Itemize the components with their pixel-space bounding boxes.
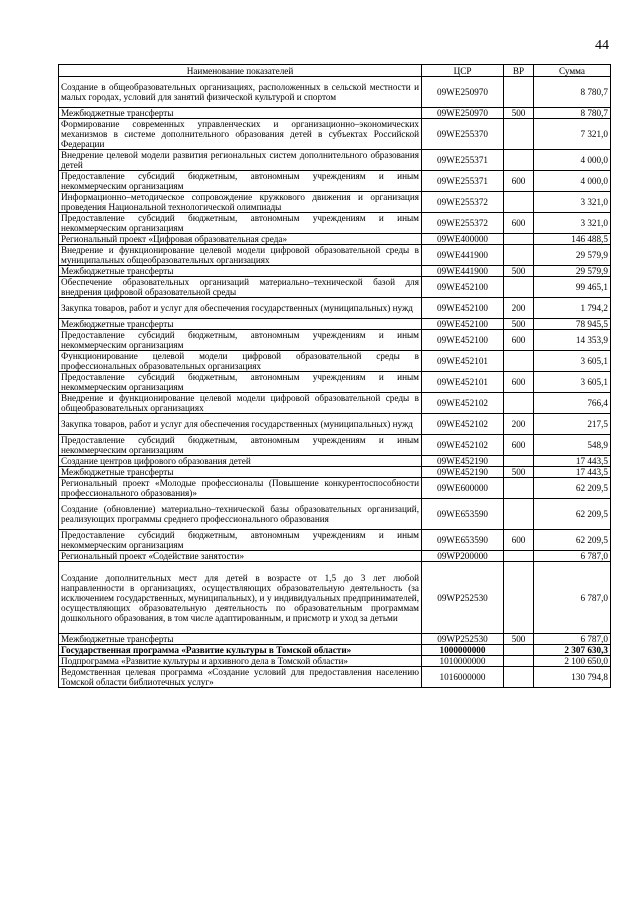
cell-code: 09WE255372 [422, 192, 504, 213]
cell-name: Региональный проект «Цифровая образовательная среда» [59, 234, 422, 245]
cell-name: Предоставление субсидий бюджетным, автономным учреждениям и иным некоммерческим организациям [59, 330, 422, 351]
table-row [59, 351, 611, 372]
cell-vr [504, 351, 534, 372]
cell-sum: 2 100 650,0 [534, 656, 611, 667]
cell-sum: 3 605,1 [534, 351, 611, 372]
cell-name: Закупка товаров, работ и услуг для обеспечения государственных (муниципальных) нужд [59, 298, 422, 319]
cell-code: 09WE441900 [422, 245, 504, 266]
cell-name: Межбюджетные трансферты [59, 467, 422, 478]
cell-code: 09WE600000 [422, 478, 504, 499]
cell-sum: 14 353,9 [534, 330, 611, 351]
cell-code: 09WP252530 [422, 562, 504, 634]
cell-name: Предоставление субсидий бюджетным, автономным учреждениям и иным некоммерческим организациям [59, 372, 422, 393]
cell-sum: 29 579,9 [534, 266, 611, 277]
cell-sum: 62 209,5 [534, 478, 611, 499]
cell-name: Межбюджетные трансферты [59, 108, 422, 119]
cell-sum: 3 321,0 [534, 192, 611, 213]
cell-sum: 4 000,0 [534, 150, 611, 171]
cell-vr [504, 245, 534, 266]
cell-sum: 146 488,5 [534, 234, 611, 245]
cell-vr: 600 [504, 372, 534, 393]
table-row [59, 213, 611, 234]
cell-name: Государственная программа «Развитие культуры в Томской области» [59, 645, 422, 656]
cell-vr [504, 192, 534, 213]
table-row [59, 319, 611, 330]
table-row [59, 478, 611, 499]
cell-name: Внедрение целевой модели развития региональных систем дополнительного образования детей [59, 150, 422, 171]
cell-vr: 600 [504, 171, 534, 192]
cell-code: 09WE452190 [422, 456, 504, 467]
page-number: 44 [595, 38, 609, 53]
cell-sum: 217,5 [534, 414, 611, 435]
table-row [59, 171, 611, 192]
cell-name: Создание в общеобразовательных организациях, расположенных в сельской местности и малых городах, условий для занятий физической культурой и спортом [59, 77, 422, 108]
cell-vr [504, 667, 534, 688]
cell-code: 09WE441900 [422, 266, 504, 277]
cell-name: Региональный проект «Содействие занятости» [59, 551, 422, 562]
cell-sum: 8 780,7 [534, 77, 611, 108]
cell-vr: 500 [504, 108, 534, 119]
cell-vr [504, 656, 534, 667]
cell-vr [504, 645, 534, 656]
cell-vr: 600 [504, 330, 534, 351]
table-row [59, 108, 611, 119]
cell-code: 09WE452102 [422, 414, 504, 435]
table-row [59, 330, 611, 351]
table-row [59, 266, 611, 277]
cell-sum: 7 321,0 [534, 119, 611, 150]
cell-name: Предоставление субсидий бюджетным, автономным учреждениям и иным некоммерческим организациям [59, 171, 422, 192]
cell-vr: 600 [504, 530, 534, 551]
table-row [59, 298, 611, 319]
header-name: Наименование показателей [59, 65, 422, 77]
header-vr: ВР [504, 65, 534, 77]
header-sum: Сумма [534, 65, 611, 77]
cell-sum: 4 000,0 [534, 171, 611, 192]
cell-code: 09WE653590 [422, 530, 504, 551]
table-row [59, 499, 611, 530]
cell-sum: 99 465,1 [534, 277, 611, 298]
cell-vr [504, 478, 534, 499]
cell-code: 09WE255372 [422, 213, 504, 234]
table-row [59, 192, 611, 213]
cell-code: 09WE452100 [422, 298, 504, 319]
cell-name: Формирование современных управленческих и организационно–экономических механизмов в системе дополнительного образования детей в субъектах Российской Федерации [59, 119, 422, 150]
table-row [59, 119, 611, 150]
cell-vr [504, 499, 534, 530]
cell-code: 09WE452100 [422, 330, 504, 351]
cell-name: Создание дополнительных мест для детей в возрасте от 1,5 до 3 лет любой направленности в организациях, осуществляющих образовательную деятельность (за исключением государственных, муниципальных), и у индивидуальных предпринимателей, осуществляющих образовательную деятельность по образовательным программам дошкольного образования, в том числе адаптированным, и присмотр и уход за детьми [59, 562, 422, 634]
cell-sum: 6 787,0 [534, 562, 611, 634]
cell-code: 09WP200000 [422, 551, 504, 562]
cell-vr [504, 77, 534, 108]
cell-code: 09WE255370 [422, 119, 504, 150]
cell-code: 09WE255371 [422, 150, 504, 171]
cell-code: 09WE250970 [422, 77, 504, 108]
table-row [59, 667, 611, 688]
cell-code: 09WE452102 [422, 393, 504, 414]
budget-table [58, 64, 611, 688]
cell-name: Ведомственная целевая программа «Создание условий для предоставления населению Томской области библиотечных услуг» [59, 667, 422, 688]
cell-vr [504, 393, 534, 414]
table-header-row [59, 65, 611, 77]
table-row [59, 634, 611, 645]
cell-code: 1016000000 [422, 667, 504, 688]
cell-sum: 62 209,5 [534, 530, 611, 551]
cell-vr [504, 119, 534, 150]
cell-vr [504, 562, 534, 634]
table-row [59, 562, 611, 634]
table-row [59, 234, 611, 245]
cell-sum: 29 579,9 [534, 245, 611, 266]
cell-sum: 6 787,0 [534, 551, 611, 562]
cell-sum: 130 794,8 [534, 667, 611, 688]
table-row [59, 414, 611, 435]
cell-vr: 500 [504, 319, 534, 330]
cell-sum: 2 307 630,3 [534, 645, 611, 656]
table-row [59, 551, 611, 562]
table-row [59, 467, 611, 478]
cell-code: 09WE452190 [422, 467, 504, 478]
cell-code: 09WE452101 [422, 372, 504, 393]
cell-name: Межбюджетные трансферты [59, 634, 422, 645]
cell-name: Обеспечение образовательных организаций материально–технической базой для внедрения цифровой образовательной среды [59, 277, 422, 298]
cell-code: 09WE250970 [422, 108, 504, 119]
cell-code: 1010000000 [422, 656, 504, 667]
cell-name: Информационно–методическое сопровождение кружкового движения и организация проведения Национальной технологической олимпиады [59, 192, 422, 213]
cell-name: Создание (обновление) материально–технической базы образовательных организаций, реализующих программы среднего профессионального образования [59, 499, 422, 530]
table-row [59, 435, 611, 456]
cell-vr [504, 150, 534, 171]
cell-name: Межбюджетные трансферты [59, 266, 422, 277]
cell-vr: 500 [504, 467, 534, 478]
cell-vr [504, 234, 534, 245]
cell-code: 09WE255371 [422, 171, 504, 192]
cell-sum: 17 443,5 [534, 467, 611, 478]
cell-code: 1000000000 [422, 645, 504, 656]
table-row [59, 393, 611, 414]
cell-code: 09WE653590 [422, 499, 504, 530]
cell-vr: 500 [504, 266, 534, 277]
table-body [59, 77, 611, 688]
cell-vr: 600 [504, 213, 534, 234]
cell-name: Региональный проект «Молодые профессионалы (Повышение конкурентоспособности профессионального образования)» [59, 478, 422, 499]
table-row [59, 656, 611, 667]
table-row [59, 150, 611, 171]
cell-name: Внедрение и функционирование целевой модели цифровой образовательной среды в муниципальных общеобразовательных организациях [59, 245, 422, 266]
cell-sum: 766,4 [534, 393, 611, 414]
table-row [59, 530, 611, 551]
cell-name: Предоставление субсидий бюджетным, автономным учреждениям и иным некоммерческим организациям [59, 435, 422, 456]
cell-vr: 200 [504, 414, 534, 435]
cell-vr: 500 [504, 634, 534, 645]
cell-name: Внедрение и функционирование целевой модели цифровой образовательной среды в общеобразовательных организациях [59, 393, 422, 414]
table-row [59, 277, 611, 298]
table-row [59, 245, 611, 266]
table-row [59, 372, 611, 393]
cell-sum: 3 321,0 [534, 213, 611, 234]
table-row [59, 645, 611, 656]
cell-code: 09WP252530 [422, 634, 504, 645]
cell-name: Функционирование целевой модели цифровой образовательной среды в профессиональных образовательных организациях [59, 351, 422, 372]
cell-vr [504, 277, 534, 298]
cell-sum: 1 794,2 [534, 298, 611, 319]
cell-name: Межбюджетные трансферты [59, 319, 422, 330]
cell-vr: 600 [504, 435, 534, 456]
cell-code: 09WE452102 [422, 435, 504, 456]
cell-name: Предоставление субсидий бюджетным, автономным учреждениям и иным некоммерческим организациям [59, 530, 422, 551]
cell-name: Предоставление субсидий бюджетным, автономным учреждениям и иным некоммерческим организациям [59, 213, 422, 234]
cell-sum: 548,9 [534, 435, 611, 456]
cell-code: 09WE452100 [422, 277, 504, 298]
cell-name: Создание центров цифрового образования детей [59, 456, 422, 467]
cell-name: Подпрограмма «Развитие культуры и архивного дела в Томской области» [59, 656, 422, 667]
cell-vr [504, 551, 534, 562]
table-row [59, 456, 611, 467]
cell-code: 09WE452101 [422, 351, 504, 372]
cell-name: Закупка товаров, работ и услуг для обеспечения государственных (муниципальных) нужд [59, 414, 422, 435]
table-row [59, 77, 611, 108]
cell-sum: 6 787,0 [534, 634, 611, 645]
cell-sum: 62 209,5 [534, 499, 611, 530]
cell-code: 09WE400000 [422, 234, 504, 245]
cell-sum: 78 945,5 [534, 319, 611, 330]
cell-sum: 8 780,7 [534, 108, 611, 119]
cell-vr [504, 456, 534, 467]
cell-sum: 3 605,1 [534, 372, 611, 393]
cell-code: 09WE452100 [422, 319, 504, 330]
cell-sum: 17 443,5 [534, 456, 611, 467]
cell-vr: 200 [504, 298, 534, 319]
header-code: ЦСР [422, 65, 504, 77]
